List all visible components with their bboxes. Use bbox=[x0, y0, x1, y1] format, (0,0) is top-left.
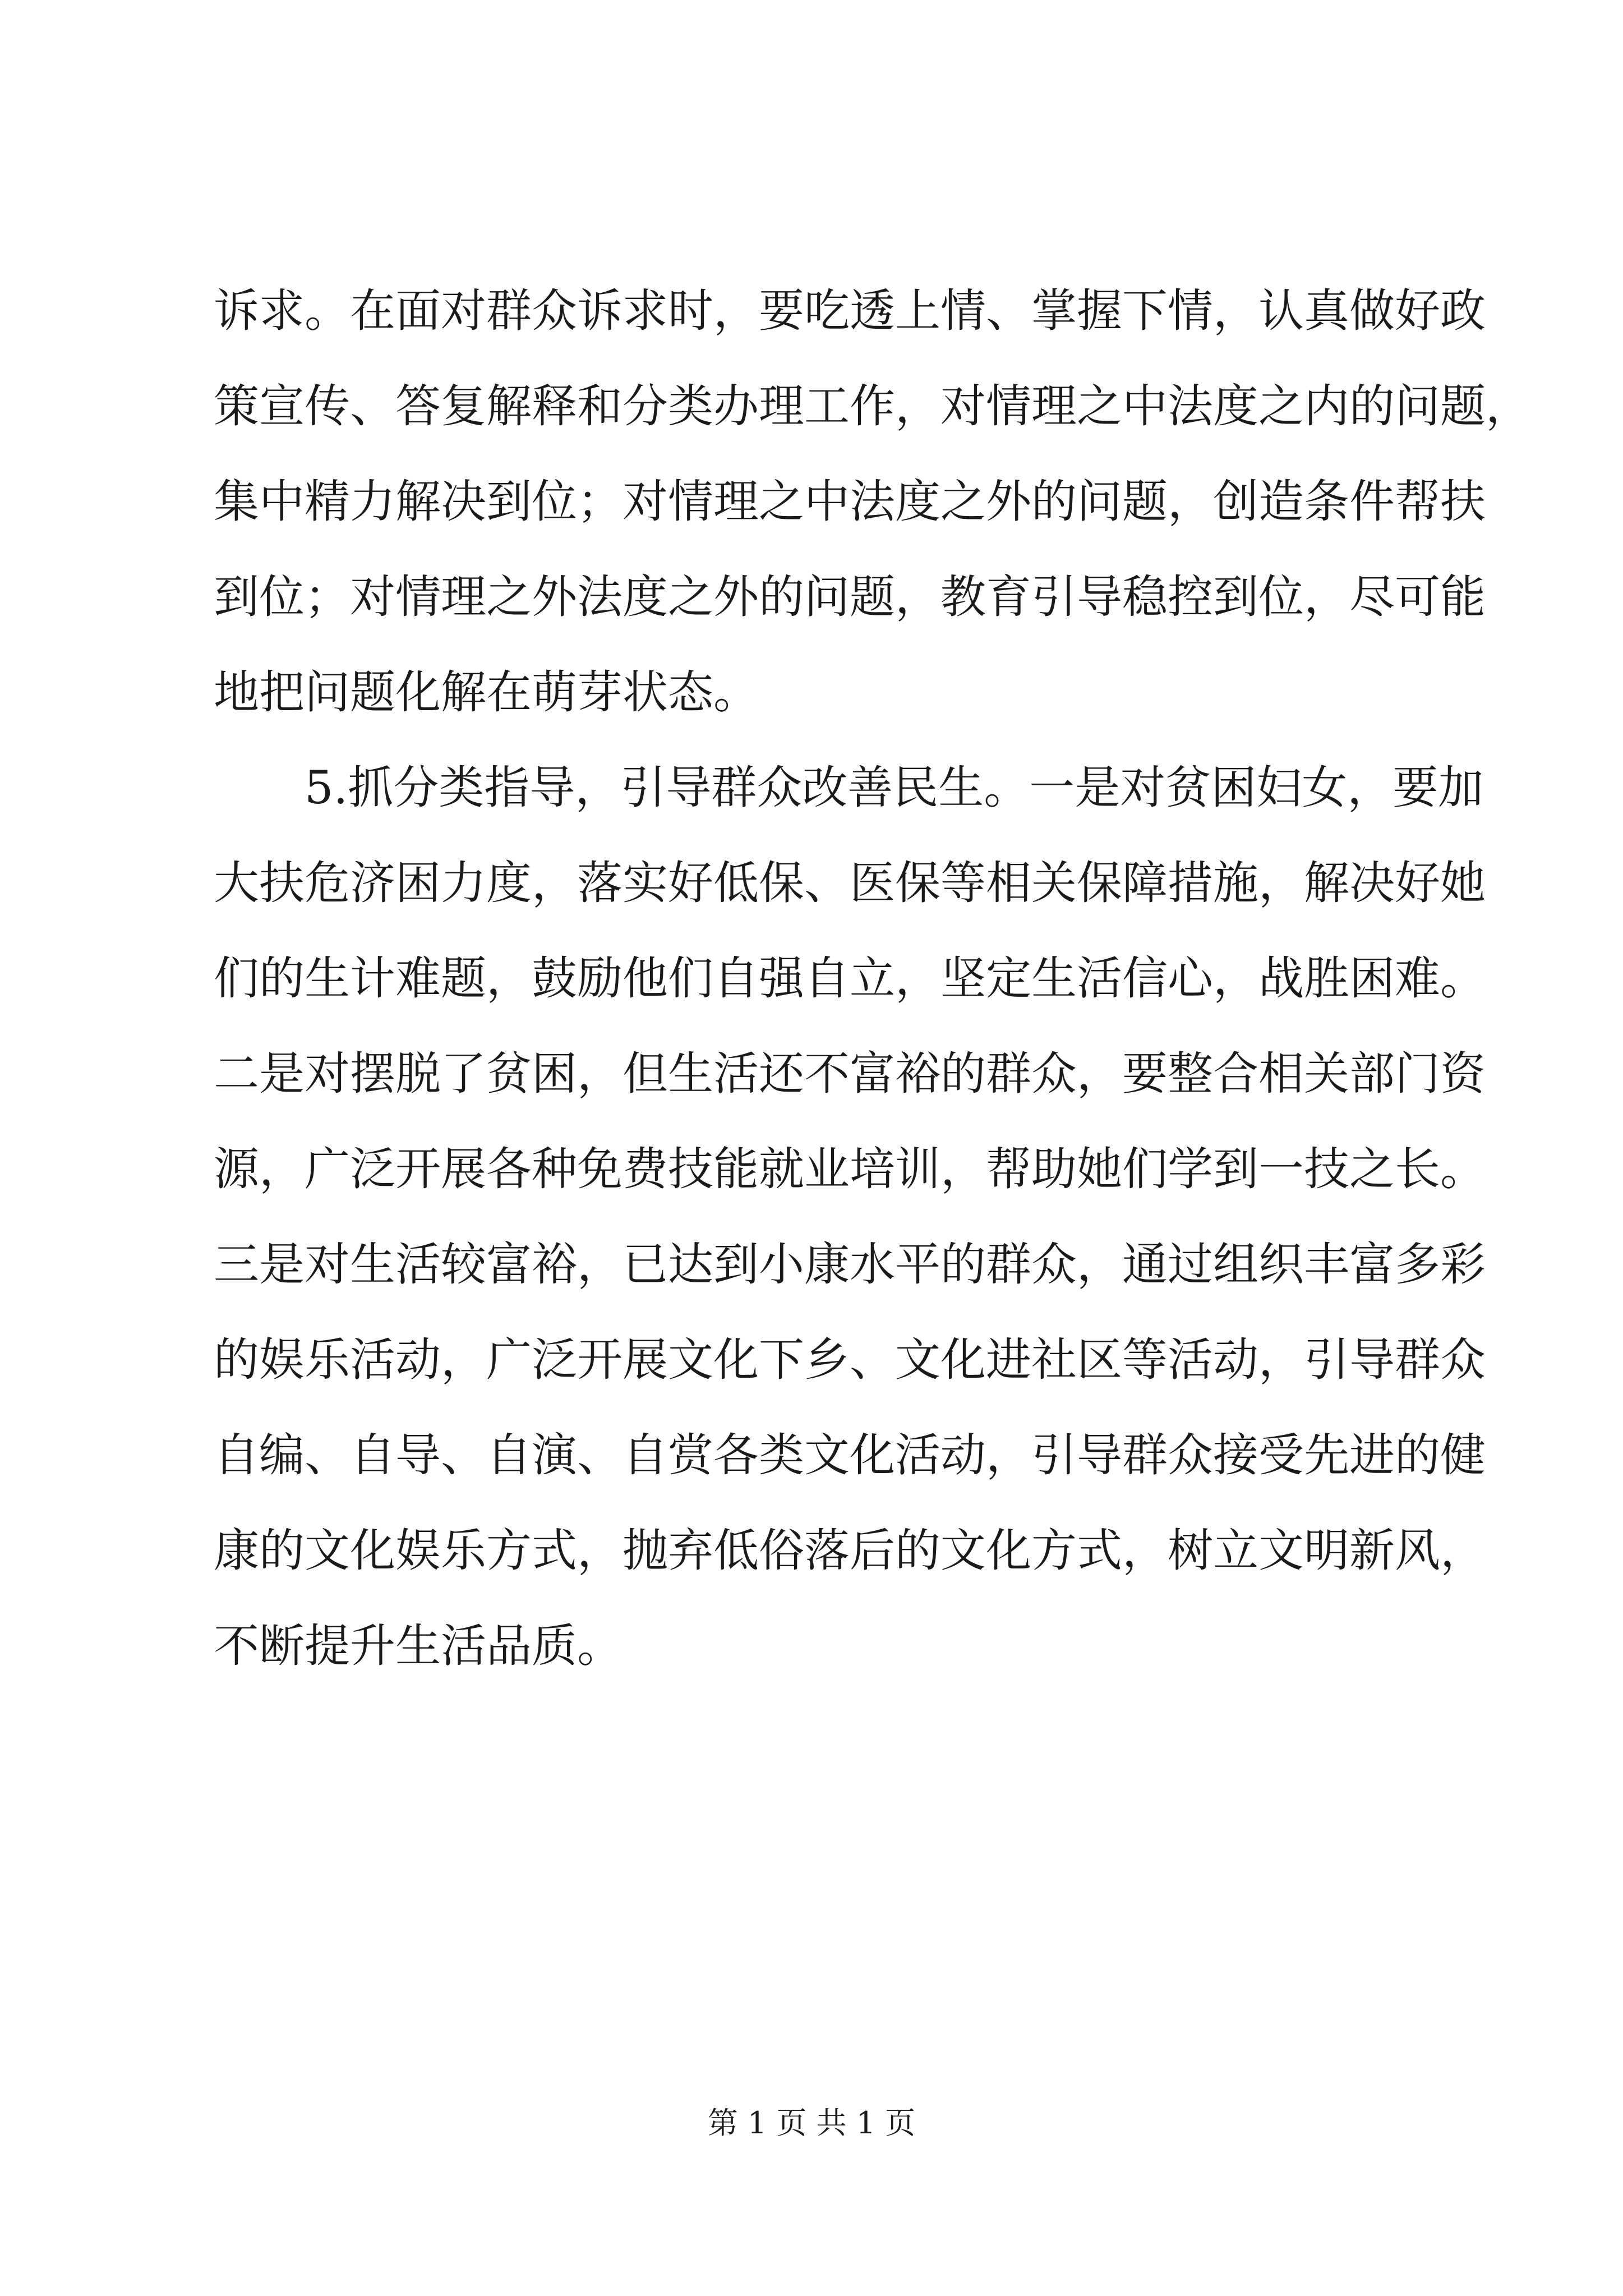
page-number: 第 1 页 共 1 页 bbox=[707, 2105, 916, 2141]
paragraph-line: 地把问题化解在萌芽状态。 bbox=[214, 666, 759, 719]
paragraph bbox=[214, 264, 1532, 740]
paragraph-line: 二是对摆脱了贫困，但生活还不富裕的群众，要整合相关部门资 bbox=[214, 1048, 1486, 1101]
paragraph-line: 到位；对情理之外法度之外的问题，教育引导稳控到位，尽可能 bbox=[214, 571, 1486, 624]
paragraph-line: 三是对生活较富裕，已达到小康水平的群众，通过组织丰富多彩 bbox=[214, 1239, 1486, 1291]
paragraph-line: 康的文化娱乐方式，抛弃低俗落后的文化方式，树立文明新风， bbox=[214, 1525, 1486, 1577]
paragraph-line: 不断提升生活品质。 bbox=[214, 1620, 623, 1673]
paragraph-line: 大扶危济困力度，落实好低保、医保等相关保障措施，解决好她 bbox=[214, 857, 1486, 910]
paragraph-line: 5.抓分类指导，引导群众改善民生。一是对贫困妇女，要加 bbox=[305, 762, 1484, 815]
paragraph-line: 策宣传、答复解释和分类办理工作，对情理之中法度之内的问题， bbox=[214, 380, 1532, 433]
paragraph-line: 集中精力解决到位；对情理之中法度之外的问题，创造条件帮扶 bbox=[214, 476, 1486, 528]
paragraph bbox=[214, 740, 1486, 1694]
page-footer bbox=[0, 2104, 1623, 2143]
paragraph-line: 源，广泛开展各种免费技能就业培训，帮助她们学到一技之长。 bbox=[214, 1143, 1486, 1196]
paragraph-line: 诉求。在面对群众诉求时，要吃透上情、掌握下情，认真做好政 bbox=[214, 285, 1486, 338]
paragraph-line: 的娱乐活动，广泛开展文化下乡、文化进社区等活动，引导群众 bbox=[214, 1334, 1486, 1387]
paragraph-line: 自编、自导、自演、自赏各类文化活动，引导群众接受先进的健 bbox=[214, 1429, 1486, 1482]
paragraph-line: 们的生计难题，鼓励他们自强自立，坚定生活信心，战胜困难。 bbox=[214, 953, 1486, 1005]
document-body bbox=[214, 264, 1532, 1694]
